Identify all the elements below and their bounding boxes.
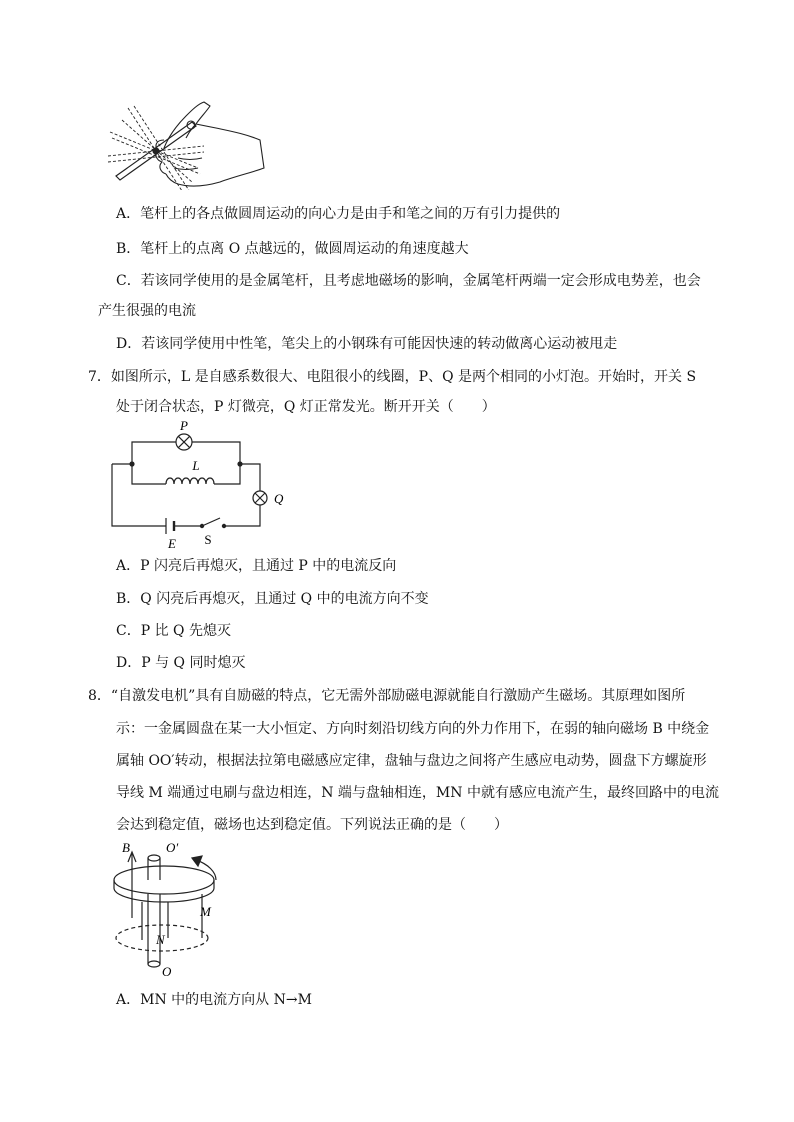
q8-stem-line3: 属轴 OO′转动，根据法拉第电磁感应定律，盘轴与盘边之间将产生感应电动势，圆盘下方螺旋形 bbox=[116, 753, 707, 769]
q8-stem-line4: 导线 M 端通过电刷与盘边相连，N 端与盘轴相连，MN 中就有感应电流产生，最终回路中的电流 bbox=[116, 785, 719, 801]
label-m: M bbox=[200, 904, 211, 919]
label-n: N bbox=[156, 932, 165, 947]
q7-stem-line1: 7．如图所示，L 是自感系数很大、电阻很小的线圈，P、Q 是两个相同的小灯泡。开始时，开关 S bbox=[88, 369, 697, 385]
q7-option-b: B．Q 闪亮后再熄灭，且通过 Q 中的电流方向不变 bbox=[116, 591, 429, 607]
q7-option-d: D．P 与 Q 同时熄灭 bbox=[116, 655, 246, 671]
q6-option-c-line2: 产生很强的电流 bbox=[98, 303, 196, 319]
q7-stem-line2: 处于闭合状态，P 灯微亮，Q 灯正常发光。断开开关（ ） bbox=[116, 399, 496, 415]
q8-stem-line2: 示：一金属圆盘在某一大小恒定、方向时刻沿切线方向的外力作用下，在弱的轴向磁场 B 中绕金 bbox=[116, 721, 710, 737]
pen-spinning-hand-figure bbox=[108, 98, 268, 190]
label-b: B bbox=[122, 840, 130, 855]
q8-stem-line5: 会达到稳定值，磁场也达到稳定值。下列说法正确的是（ ） bbox=[116, 817, 508, 833]
q6-option-d: D．若该同学使用中性笔，笔尖上的小钢珠有可能因快速的转动做离心运动被甩走 bbox=[116, 336, 618, 352]
label-o: O bbox=[162, 964, 172, 979]
label-e: E bbox=[168, 536, 176, 551]
label-l: L bbox=[192, 458, 200, 473]
label-p: P bbox=[180, 418, 188, 433]
q7-option-a: A．P 闪亮后再熄灭，且通过 P 中的电流反向 bbox=[116, 558, 397, 574]
label-o-prime: O′ bbox=[166, 840, 179, 855]
q6-option-c-line1: C．若该同学使用的是金属笔杆，且考虑地磁场的影响，金属笔杆两端一定会形成电势差，也会 bbox=[116, 273, 701, 289]
label-s: S bbox=[204, 532, 212, 547]
q8-stem-line1: 8．“自激发电机”具有自励磁的特点，它无需外部励磁电源就能自行激励产生磁场。其原理如图所 bbox=[88, 688, 686, 704]
q8-option-a: A．MN 中的电流方向从 N→M bbox=[116, 992, 312, 1008]
q7-option-c: C．P 比 Q 先熄灭 bbox=[116, 623, 231, 639]
q7-circuit-diagram bbox=[104, 418, 296, 552]
q6-option-b: B．笔杆上的点离 O 点越远的，做圆周运动的角速度越大 bbox=[116, 241, 469, 257]
q6-option-a: A．笔杆上的各点做圆周运动的向心力是由手和笔之间的万有引力提供的 bbox=[116, 206, 561, 222]
label-q: Q bbox=[274, 491, 284, 506]
q8-disc-generator-diagram bbox=[106, 836, 226, 980]
